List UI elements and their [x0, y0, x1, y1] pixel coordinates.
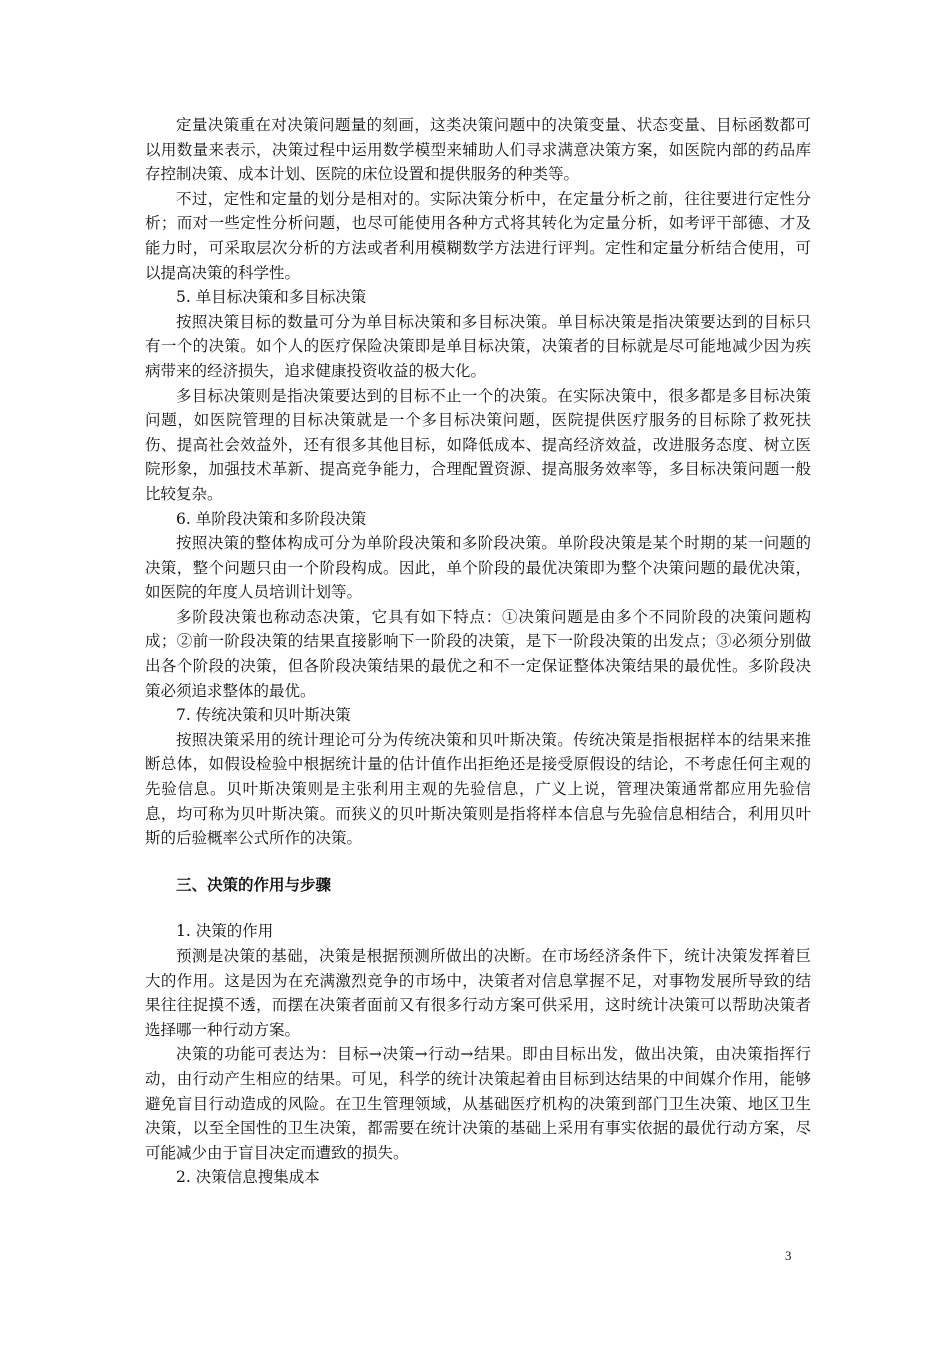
paragraph: 按照决策目标的数量可分为单目标决策和多目标决策。单目标决策是指决策要达到的目标只有一个的决策。如个人的医疗保险决策即是单目标决策，决策者的目标就是尽可能地减少因为疾病带来的经济损失，追求健康投资收益的极大化。: [145, 312, 811, 380]
paragraph: 预测是决策的基础，决策是根据预测所做出的决断。在市场经济条件下，统计决策发挥着巨大的作用。这是因为在充满激烈竞争的市场中，决策者对信息掌握不足，对事物发展所导致的结果往往捉摸不透，而摆在决策者面前又有很多行动方案可供采用，这时统计决策可以帮助决策者选择哪一种行动方案。: [145, 947, 811, 1039]
paragraph: 按照决策采用的统计理论可分为传统决策和贝叶斯决策。传统决策是指根据样本的结果来推断总体，如假设检验中根据统计量的估计值作出拒绝还是接受原假设的结论，不考虑任何主观的先验信息。贝叶斯决策则是主张利用主观的先验信息，广义上说，管理决策通常都应用先验信息，均可称为贝叶斯决策。而狭义的贝叶斯决策则是指将样本信息与先验信息相结合，利用贝叶斯的后验概率公式所作的决策。: [145, 730, 811, 848]
subheading-5: 5. 单目标决策和多目标决策: [176, 288, 367, 307]
section-heading: 三、决策的作用与步骤: [176, 874, 332, 894]
paragraph: 不过，定性和定量的划分是相对的。实际决策分析中，在定量分析之前，往往要进行定性分析；而对一些定性分析问题，也尽可能使用各种方式将其转化为定量分析，如考评干部德、才及能力时，可采取层次分析的方法或者利用模糊数学方法进行评判。定性和定量分析结合使用，可以提高决策的科学性。: [145, 189, 811, 282]
document-body: [145, 113, 811, 1190]
page-number: 3: [785, 1248, 792, 1263]
paragraph: 多阶段决策也称动态决策，它具有如下特点：①决策问题是由多个不同阶段的决策问题构成；②前一阶段决策的结果直接影响下一阶段的决策，是下一阶段决策的出发点；③必须分别做出各个阶段的决策，但各阶段决策结果的最优之和不一定保证整体决策结果的最优性。多阶段决策必须追求整体的最优。: [145, 607, 811, 700]
paragraph: 决策的功能可表达为：目标→决策→行动→结果。即由目标出发，做出决策，由决策指挥行动，由行动产生相应的结果。可见，科学的统计决策起着由目标到达结果的中间媒介作用，能够避免盲目行动造成的风险。在卫生管理领域，从基础医疗机构的决策到部门卫生决策、地区卫生决策，以至全国性的卫生决策，都需要在统计决策的基础上采用有事实依据的最优行动方案，尽可能减少由于盲目决定而遭致的损失。: [145, 1045, 811, 1162]
subheading-1: 1. 决策的作用: [176, 922, 274, 941]
subheading-7: 7. 传统决策和贝叶斯决策: [176, 706, 351, 725]
subheading-2: 2. 决策信息搜集成本: [176, 1168, 320, 1187]
paragraph: 定量决策重在对决策问题量的刻画，这类决策问题中的决策变量、状态变量、目标函数都可以用数量来表示，决策过程中运用数学模型来辅助人们寻求满意决策方案，如医院内部的药品库存控制决策、成本计划、医院的床位设置和提供服务的种类等。: [145, 116, 811, 184]
paragraph: 多目标决策则是指决策要达到的目标不止一个的决策。在实际决策中，很多都是多目标决策问题，如医院管理的目标决策就是一个多目标决策问题，医院提供医疗服务的目标除了救死扶伤、提高社会效益外，还有很多其他目标，如降低成本、提高经济效益，改进服务态度、树立医院形象，加强技术革新、提高竞争能力，合理配置资源、提高服务效率等，多目标决策问题一般比较复杂。: [145, 386, 811, 503]
subheading-6: 6. 单阶段决策和多阶段决策: [176, 509, 367, 528]
paragraph: 按照决策的整体构成可分为单阶段决策和多阶段决策。单阶段决策是某个时期的某一问题的决策，整个问题只由一个阶段构成。因此，单个阶段的最优决策即为整个决策问题的最优决策，如医院的年度人员培训计划等。: [145, 534, 811, 602]
